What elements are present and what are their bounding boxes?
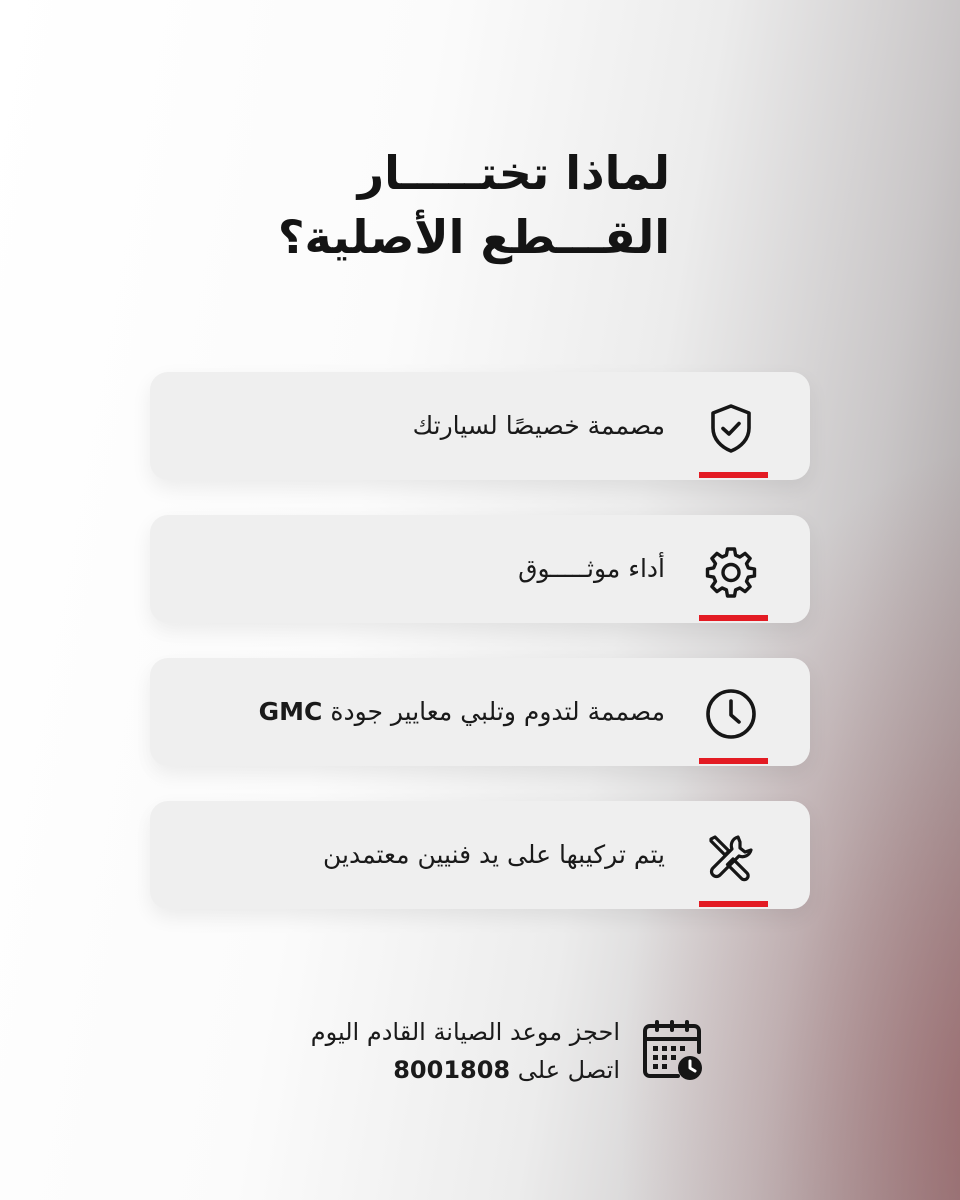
accent-underline (699, 758, 768, 764)
feature-text: أداء موثـــــوق (518, 554, 665, 583)
footer-booking-text: احجز موعد الصيانة القادم اليوم (310, 1018, 620, 1046)
feature-card-reliable-performance (150, 515, 810, 623)
wrench-screwdriver-icon (703, 829, 759, 885)
calendar-clock-icon (640, 1018, 706, 1084)
footer-call-text (200, 1056, 620, 1084)
phone-number[interactable]: 8001808 (393, 1056, 511, 1084)
feature-text: يتم تركيبها على يد فنيين معتمدين (322, 840, 665, 869)
shield-check-icon (703, 400, 759, 456)
gear-icon (703, 543, 759, 599)
clock-icon (703, 686, 759, 742)
feature-card-certified-technicians (150, 801, 810, 909)
page-title-line-2: القـــطع الأصلية؟ (277, 210, 670, 264)
feature-text: مصممة خصيصًا لسيارتك (412, 411, 665, 440)
feature-text-main: مصممة لتدوم وتلبي معايير جودة (330, 697, 665, 726)
footer-call-prefix: اتصل على (517, 1056, 620, 1084)
brand-label: GMC (258, 697, 323, 726)
accent-underline (699, 615, 768, 621)
accent-underline (699, 472, 768, 478)
feature-card-designed-for-car (150, 372, 810, 480)
page-title-line-1: لماذا تختـــــار (357, 146, 670, 200)
accent-underline (699, 901, 768, 907)
feature-card-durable-quality (150, 658, 810, 766)
feature-text (259, 658, 665, 766)
